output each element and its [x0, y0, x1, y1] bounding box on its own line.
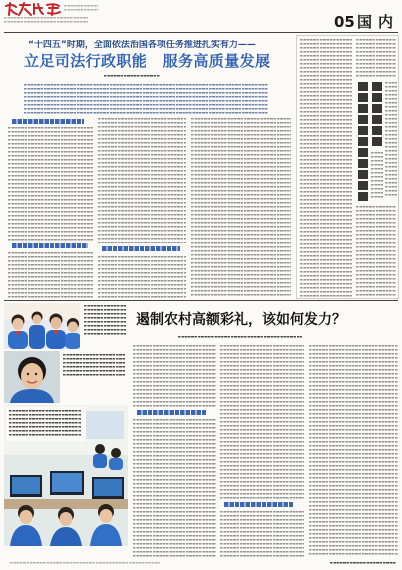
footer-note [10, 562, 160, 566]
second-story-subhead [224, 502, 294, 507]
lead-story-subhead [12, 243, 88, 248]
sidebar-story-vertical-headline [358, 82, 368, 203]
footer-editor-credit [330, 562, 396, 566]
masthead-logo [4, 2, 62, 16]
photo-caption [63, 354, 125, 378]
second-story-body-text [133, 419, 216, 557]
photo-caption-box [6, 407, 86, 441]
lead-story-body-text [8, 127, 94, 241]
lead-story-body-text [8, 252, 94, 298]
section-title: 国内 [357, 13, 400, 31]
second-story-body-text [309, 345, 398, 557]
second-story-body-text [133, 345, 216, 407]
sidebar-story-body-text [356, 39, 396, 77]
second-story-byline [178, 336, 302, 340]
lead-story-intro [24, 84, 268, 115]
lead-story-body-text [98, 256, 186, 298]
page-number: 05 [334, 13, 355, 31]
lead-story-byline [104, 75, 160, 79]
lead-story-subhead [102, 246, 180, 251]
lead-story-kicker: “十四五”时期，全面依法治国各项任务推进扎实有力—— [28, 40, 256, 50]
lead-story-body-text [191, 118, 291, 298]
header-rule [4, 32, 398, 33]
second-story-body-text [220, 345, 304, 499]
sidebar-story-body-text [385, 82, 397, 198]
sidebar-story-body-text [356, 206, 396, 297]
lead-story-body-text [98, 118, 186, 243]
second-story-headline: 遏制农村高额彩礼，该如何发力？ [136, 312, 346, 328]
photo-caption [9, 410, 81, 438]
second-story-subhead [137, 410, 207, 415]
lead-story-subhead [12, 119, 84, 124]
masthead-info-text [4, 17, 88, 24]
lead-story-headline: 立足司法行政职能 服务高质量发展 [24, 52, 271, 70]
section-rule [4, 300, 398, 301]
sidebar-story-body-text [371, 152, 383, 198]
second-story-body-text [220, 511, 304, 557]
photo-child-portrait [4, 351, 60, 403]
masthead-date-text [64, 5, 98, 13]
sidebar-story-body-text [300, 39, 352, 297]
sidebar-story-vertical-subheadline [372, 82, 382, 148]
photo-children-group [4, 303, 80, 349]
photo-caption [84, 305, 126, 337]
